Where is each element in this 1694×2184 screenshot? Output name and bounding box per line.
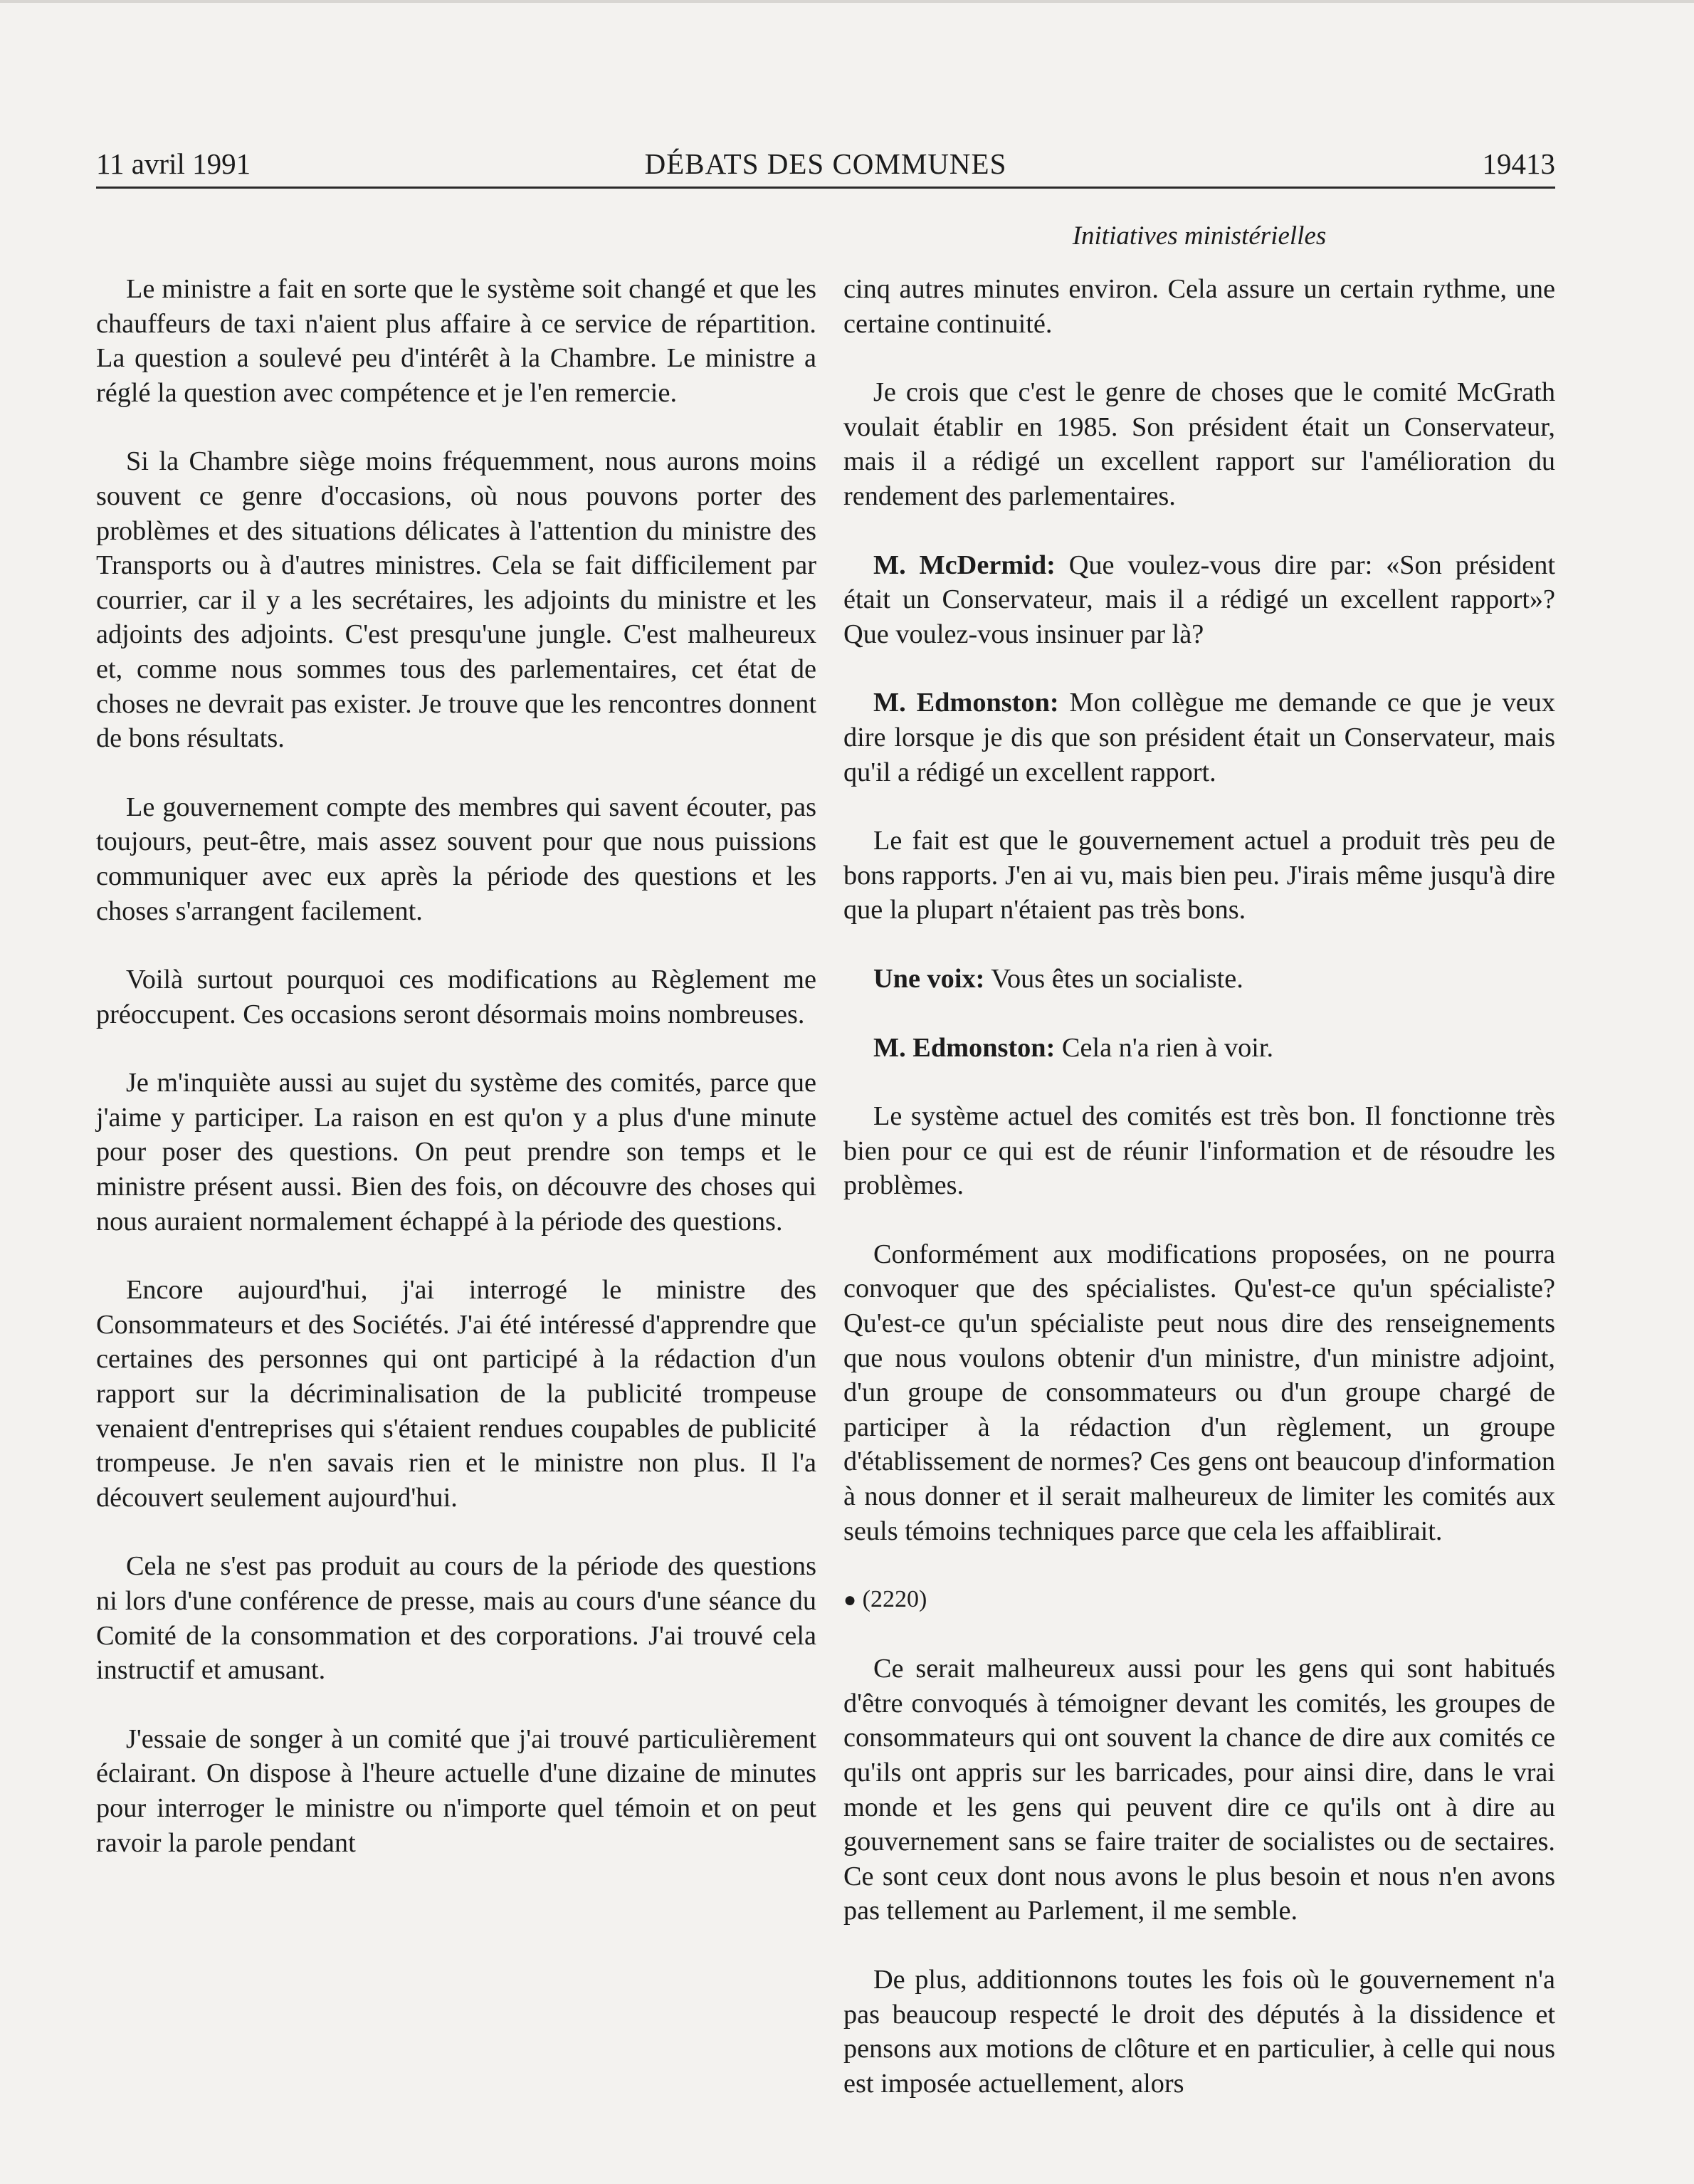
paragraph: Je m'inquiète aussi au sujet du système des comités, parce que j'aime y participer. La raison en est qu'on y a plus d'une minute pour poser des questions. On peut prendre son temps et le ministre présent aussi. Bien des fois, on découvre des choses qui nous auraient normalement échappé à la période des questions. [96,1068,816,1237]
paragraph: Le système actuel des comités est très bon. Il fonctionne très bien pour ce qui est de réunir l'information et de résoudre les problèmes. [843,1101,1555,1201]
header-page-number: 19413 [1482,147,1555,180]
header-date: 11 avril 1991 [96,147,251,180]
page-header [96,147,1555,187]
paragraph: Encore aujourd'hui, j'ai interrogé le ministre des Consommateurs et des Sociétés. J'ai été intéressé d'apprendre que certaines des personnes qui ont participé à la rédaction d'un rapport sur la décriminalisation de la publicité trompeuse venaient d'entreprises qui s'étaient rendues coupables de publicité trompeuse. Je n'en savais rien et le ministre non plus. Il l'a découvert seulement aujourd'hui. [96,1275,816,1513]
speaker-name: Une voix: [873,963,985,994]
paragraph: Le gouvernement compte des membres qui savent écouter, pas toujours, peut-être, mais assez souvent pour que nous puissions communiquer avec eux après la période des questions et les choses s'arrangent facilement. [96,792,816,926]
speech-text: Cela n'a rien à voir. [1055,1032,1274,1063]
time-marker [843,1582,1555,1617]
speech-paragraph [843,962,1555,997]
speech-text: Vous êtes un socialiste. [984,963,1243,994]
speech-paragraph [843,686,1555,789]
speech-text: Mon collègue me demande ce que je veux dire lorsque je dis que son président était un Conservateur, mais qu'il a rédigé un excellent rapport. [843,688,1555,787]
page-top-edge [0,0,1694,3]
speaker-name: M. Edmonston: [873,688,1059,718]
bullet-icon: ● [843,1588,857,1612]
paragraph: Je crois que c'est le genre de choses que le comité McGrath voulait établir en 1985. Son président était un Conservateur, mais il a rédigé un excellent rapport sur l'amélioration du rendement des parlementaires. [843,377,1555,511]
paragraph: De plus, additionnons toutes les fois où le gouvernement n'a pas beaucoup respecté le droit des députés à la dissidence et pensons aux motions de clôture et en particulier, à celle qui nous est imposée actuellement, alors [843,1964,1555,2099]
header-rule [96,187,1555,189]
section-label: Initiatives ministérielles [1072,221,1327,251]
speech-paragraph [843,1031,1555,1066]
time-marker-text: (2220) [862,1586,927,1613]
speech-paragraph [843,548,1555,652]
speaker-name: M. Edmonston: [873,1032,1056,1063]
paragraph: Cela ne s'est pas produit au cours de la période des questions ni lors d'une conférence de presse, mais au cours d'une séance du Comité de la consommation et des corporations. J'ai trouvé cela instructif et amusant. [96,1551,816,1686]
paragraph: cinq autres minutes environ. Cela assure un certain rythme, une certaine continuité. [843,274,1555,339]
paragraph: Conformément aux modifications proposées, on ne pourra convoquer que des spécialistes. Qu'est-ce qu'un spécialiste? Qu'est-ce qu'un spécialiste peut nous dire des renseignements que nous voulons obtenir d'un ministre, d'un ministre adjoint, d'un groupe de consommateurs ou d'un groupe chargé de participer à la rédaction d'un règlement, un groupe d'établissement de normes? Ces gens ont beaucoup d'information à nous donner et il serait malheureux de limiter les comités aux seuls témoins techniques parce que cela les affaiblirait. [843,1239,1555,1546]
paragraph: Si la Chambre siège moins fréquemment, nous aurons moins souvent ce genre d'occasions, où nous pouvons porter des problèmes et des situations délicates à l'attention du ministre des Transports ou à d'autres ministres. Cela se fait difficilement par courrier, car il y a les secrétaires, les adjoints du ministre et les adjoints des adjoints. C'est presqu'une jungle. C'est malheureux et, comme nous sommes tous des parlementaires, cet état de choses ne devrait pas exister. Je trouve que les rencontres donnent de bons résultats. [96,446,816,754]
right-column [843,272,1555,2135]
speaker-name: M. McDermid: [873,550,1056,580]
paragraph: Ce serait malheureux aussi pour les gens qui sont habitués d'être convoqués à témoigner devant les comités, les groupes de consommateurs qui ont souvent la chance de dire aux comités ce qu'ils ont appris sur les barricades, pour ainsi dire, dans le vrai monde et les gens qui peuvent dire ce qu'ils ont à dire au gouvernement sans se faire traiter de socialistes ou de sectaires. Ce sont ceux dont nous avons le plus besoin et nous n'en avons pas tellement au Parlement, il me semble. [843,1654,1555,1926]
left-column [96,272,816,1894]
paragraph: J'essaie de songer à un comité que j'ai trouvé particulièrement éclairant. On dispose à l'heure actuelle d'une dizaine de minutes pour interroger le ministre ou n'importe quel témoin et on peut ravoir la parole pendant [96,1723,816,1858]
speech-text: Que voulez-vous dire par: «Son président était un Conservateur, mais il a rédigé un excellent rapport»? Que voulez-vous insinuer par là? [843,550,1556,649]
paragraph: Le fait est que le gouvernement actuel a produit très peu de bons rapports. J'en ai vu, mais bien peu. J'irais même jusqu'à dire que la plupart n'étaient pas très bons. [843,826,1555,925]
paragraph: Voilà surtout pourquoi ces modifications au Règlement me préoccupent. Ces occasions seront désormais moins nombreuses. [96,965,816,1029]
paragraph: Le ministre a fait en sorte que le système soit changé et que les chauffeurs de taxi n'aient plus affaire à ce service de répartition. La question a soulevé peu d'intérêt à la Chambre. Le ministre a réglé la question avec compétence et je l'en remercie. [96,274,816,408]
header-title: DÉBATS DES COMMUNES [644,147,1007,180]
